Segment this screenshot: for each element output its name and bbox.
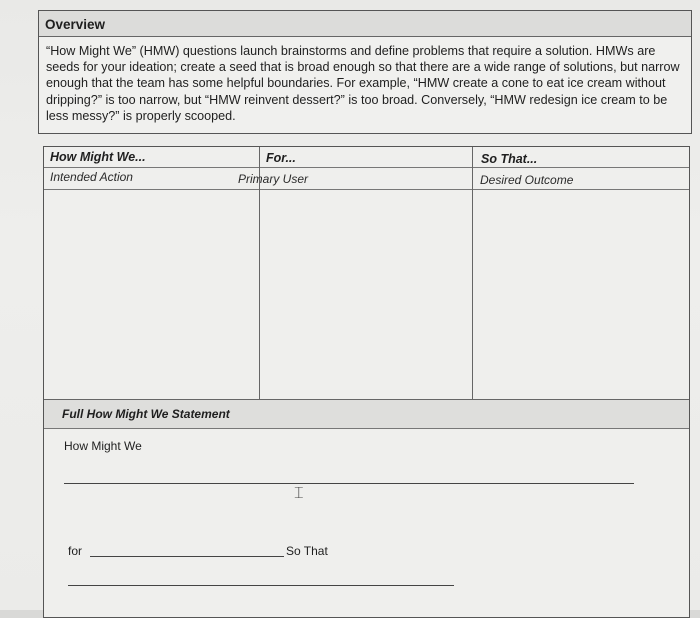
so-that-answer-line[interactable]: [68, 585, 454, 586]
full-statement-header: [44, 399, 689, 429]
hmw-answer-line[interactable]: [64, 483, 634, 484]
full-statement-title: Full How Might We Statement: [62, 407, 230, 421]
text-cursor-icon: ⌶: [294, 485, 304, 502]
overview-box: [38, 10, 692, 134]
overview-title: Overview: [39, 11, 691, 37]
col-title-for: For...: [266, 151, 296, 165]
col-subtitle-desired-outcome: Desired Outcome: [480, 173, 574, 187]
col-title-how-might-we: How Might We...: [50, 150, 146, 164]
for-answer-line[interactable]: [90, 556, 284, 557]
overview-text: “How Might We” (HMW) questions launch brainstorms and define problems that require a solution. HMWs are seeds for your ideation; create a seed that is broad enough so that there are a wide range of solutions, but narrow enough that the team has some helpful boundaries. For example, “HMW create a cone to eat ice cream without dripping?” is too narrow, but “HMW reinvent dessert?” is too broad. Conversely, “HMW redesign ice cream to be less messy?” is properly scooped.: [46, 44, 680, 123]
primary-user-cell[interactable]: [260, 190, 472, 399]
desired-outcome-cell[interactable]: [473, 190, 689, 399]
for-label: for: [68, 544, 83, 558]
subheader-row: [44, 167, 689, 190]
hmw-table: [43, 146, 690, 618]
so-that-label: So That: [286, 544, 328, 558]
col-title-so-that: So That...: [481, 152, 538, 166]
col-subtitle-intended-action: Intended Action: [50, 170, 133, 184]
hmw-label: How Might We: [64, 439, 142, 453]
intended-action-cell[interactable]: [44, 190, 259, 399]
col-subtitle-primary-user: Primary User: [238, 172, 309, 186]
